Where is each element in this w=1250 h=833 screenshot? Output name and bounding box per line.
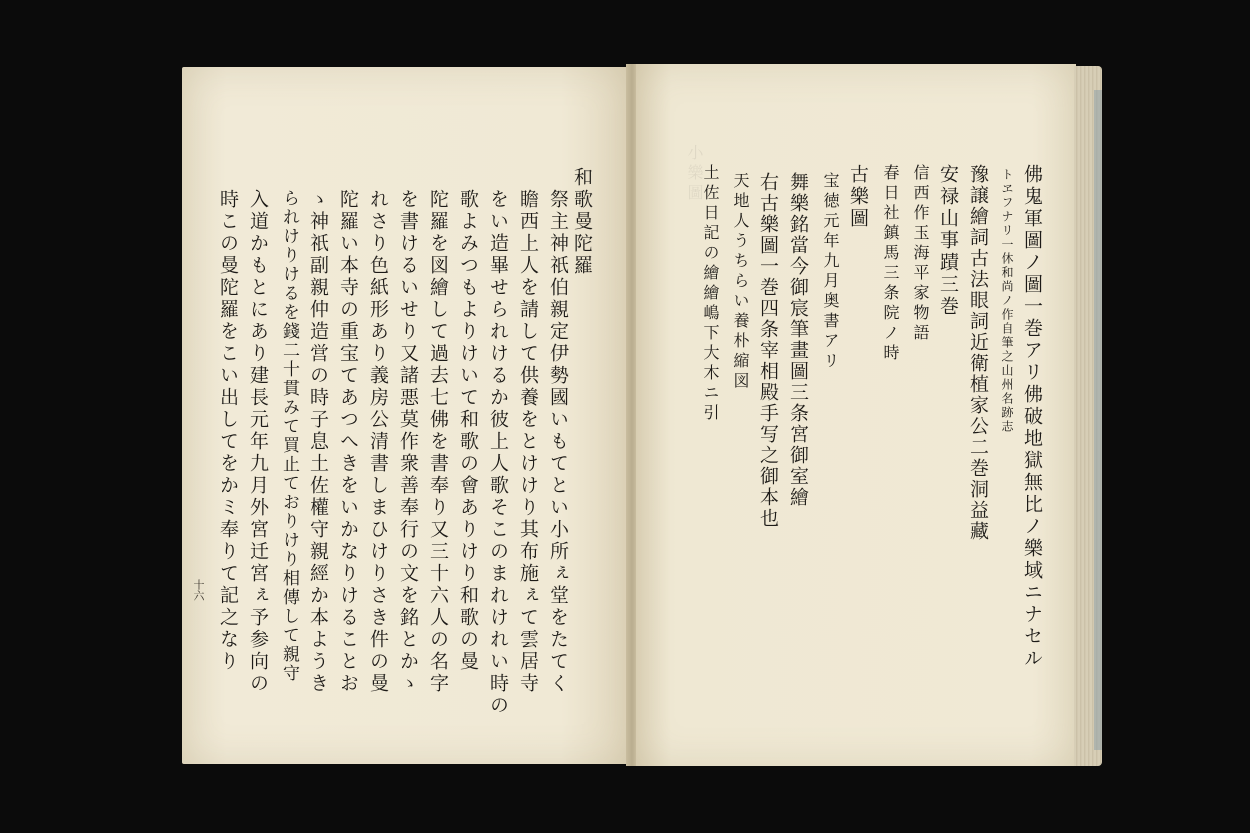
left-col-4: 歌よみつもよりけいて和歌の會ありけり和歌の曼 <box>457 189 479 673</box>
right-col-10: 右古樂圖一巻四条宰相殿手写之御本也 <box>757 172 779 529</box>
right-col-6: 春日社鎮馬三条院ノ時 <box>881 164 900 364</box>
left-col-5: 陀羅を図繪して過去七佛を書奉り又三十六人の名字 <box>427 189 449 695</box>
left-col-6: を書けるいせり又諸悪莫作衆善奉行の文を銘とかゝ <box>397 189 419 695</box>
left-col-10: られけりけるを錢二十貫みて買止ておりけり相傳して親守 <box>279 189 299 683</box>
left-col-8: 陀羅い本寺の重宝てあつへきをいかなりけることお <box>337 189 359 695</box>
right-col-12: 土佐日記の繪繪嶋下大木ニ引 <box>701 164 720 424</box>
right-col-3: 豫譲繪詞古法眼詞近衛植家公二巻洞益藏 <box>967 164 989 542</box>
right-col-2: トヱフナリ一休和尚ノ作自筆之山州名跡志 <box>1000 168 1014 434</box>
right-col-11: 天地人うちらい養朴縮図 <box>731 172 750 392</box>
bleed-through-text: 小樂圖 <box>685 144 704 204</box>
left-col-1: 祭主神祇伯親定伊勢國いもてとい小所ぇ堂をたてく <box>547 189 569 695</box>
left-col-7: れさり色紙形あり義房公清書しまひけりさき件の曼 <box>367 189 389 695</box>
left-page <box>182 67 628 764</box>
left-title: 和歌曼陀羅 <box>571 167 593 277</box>
right-col-9: 舞樂銘當今御宸筆畫圖三条宮御室繪 <box>787 172 809 508</box>
right-col-1: 佛鬼軍圖ノ圖一巻アリ佛破地獄無比ノ樂域ニナセル <box>1021 164 1043 670</box>
cover-edge <box>1094 90 1102 750</box>
left-col-11: 入道かもとにあり建長元年九月外宮迁宮ぇ予参向の <box>247 189 269 695</box>
left-col-12: 時この曼陀羅をこい出してをかミ奉りて記之なり <box>217 189 239 673</box>
left-col-2: 瞻西上人を請して供養をとけけり其布施ぇて雲居寺 <box>517 189 539 695</box>
right-col-7: 古樂圖 <box>847 164 869 230</box>
right-col-8: 宝徳元年九月奥書アリ <box>821 172 840 372</box>
right-col-4: 安禄山事蹟三巻 <box>937 164 959 318</box>
right-page <box>636 64 1076 766</box>
left-col-3: をい造畢せられけるか彼上人歌そこのまれけれい時の <box>487 189 509 717</box>
left-col-9: ゝ神祇副親仲造営の時子息土佐權守親經か本ようき <box>307 189 329 695</box>
right-col-5: 信西作玉海平家物語 <box>911 164 930 344</box>
folio-number: 十六 <box>192 579 205 601</box>
